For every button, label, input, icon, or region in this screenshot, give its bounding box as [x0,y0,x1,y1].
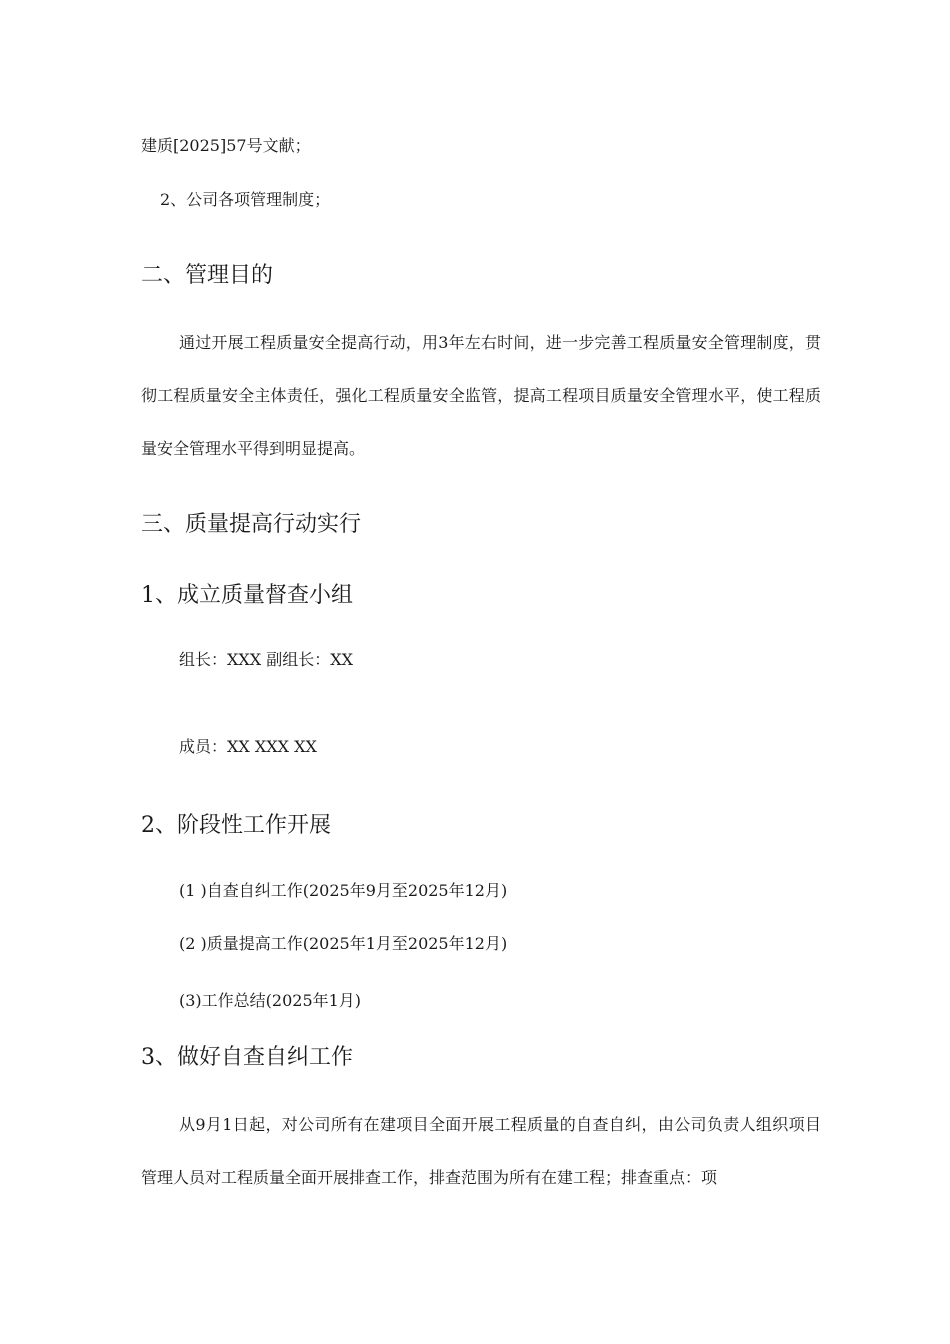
list-item: (2 )质量提高工作(2025年1月至2025年12月) [179,934,508,953]
text-line: 组长：XXX 副组长：XX [179,650,354,669]
paragraph: 从9月1日起，对公司所有在建项目全面开展工程质量的自查自纠，由公司负责人组织项目管理人员对工程质量全面开展排查工作，排查范围为所有在建工程；排查重点：项 [141,1115,821,1187]
list-item: 2、公司各项管理制度； [160,190,331,209]
subsection-heading: 3、做好自查自纠工作 [141,1045,353,1070]
section-heading: 二、管理目的 [141,263,274,288]
section-heading: 三、质量提高行动实行 [141,512,362,537]
text-line: 成员：XX XXX XX [179,737,317,756]
list-item: (1 )自查自纠工作(2025年9月至2025年12月) [179,881,508,900]
subsection-heading: 1、成立质量督查小组 [141,583,353,608]
subsection-heading: 2、阶段性工作开展 [141,813,331,838]
paragraph: 通过开展工程质量安全提高行动，用3年左右时间，进一步完善工程质量安全管理制度，贯彻工程质量安全主体责任，强化工程质量安全监管，提高工程项目质量安全管理水平，使工程质量安全管理水平得到明显提高。 [141,333,821,458]
text-line: 建质[2025]57号文献； [141,136,311,155]
list-item: (3)工作总结(2025年1月) [179,991,362,1010]
